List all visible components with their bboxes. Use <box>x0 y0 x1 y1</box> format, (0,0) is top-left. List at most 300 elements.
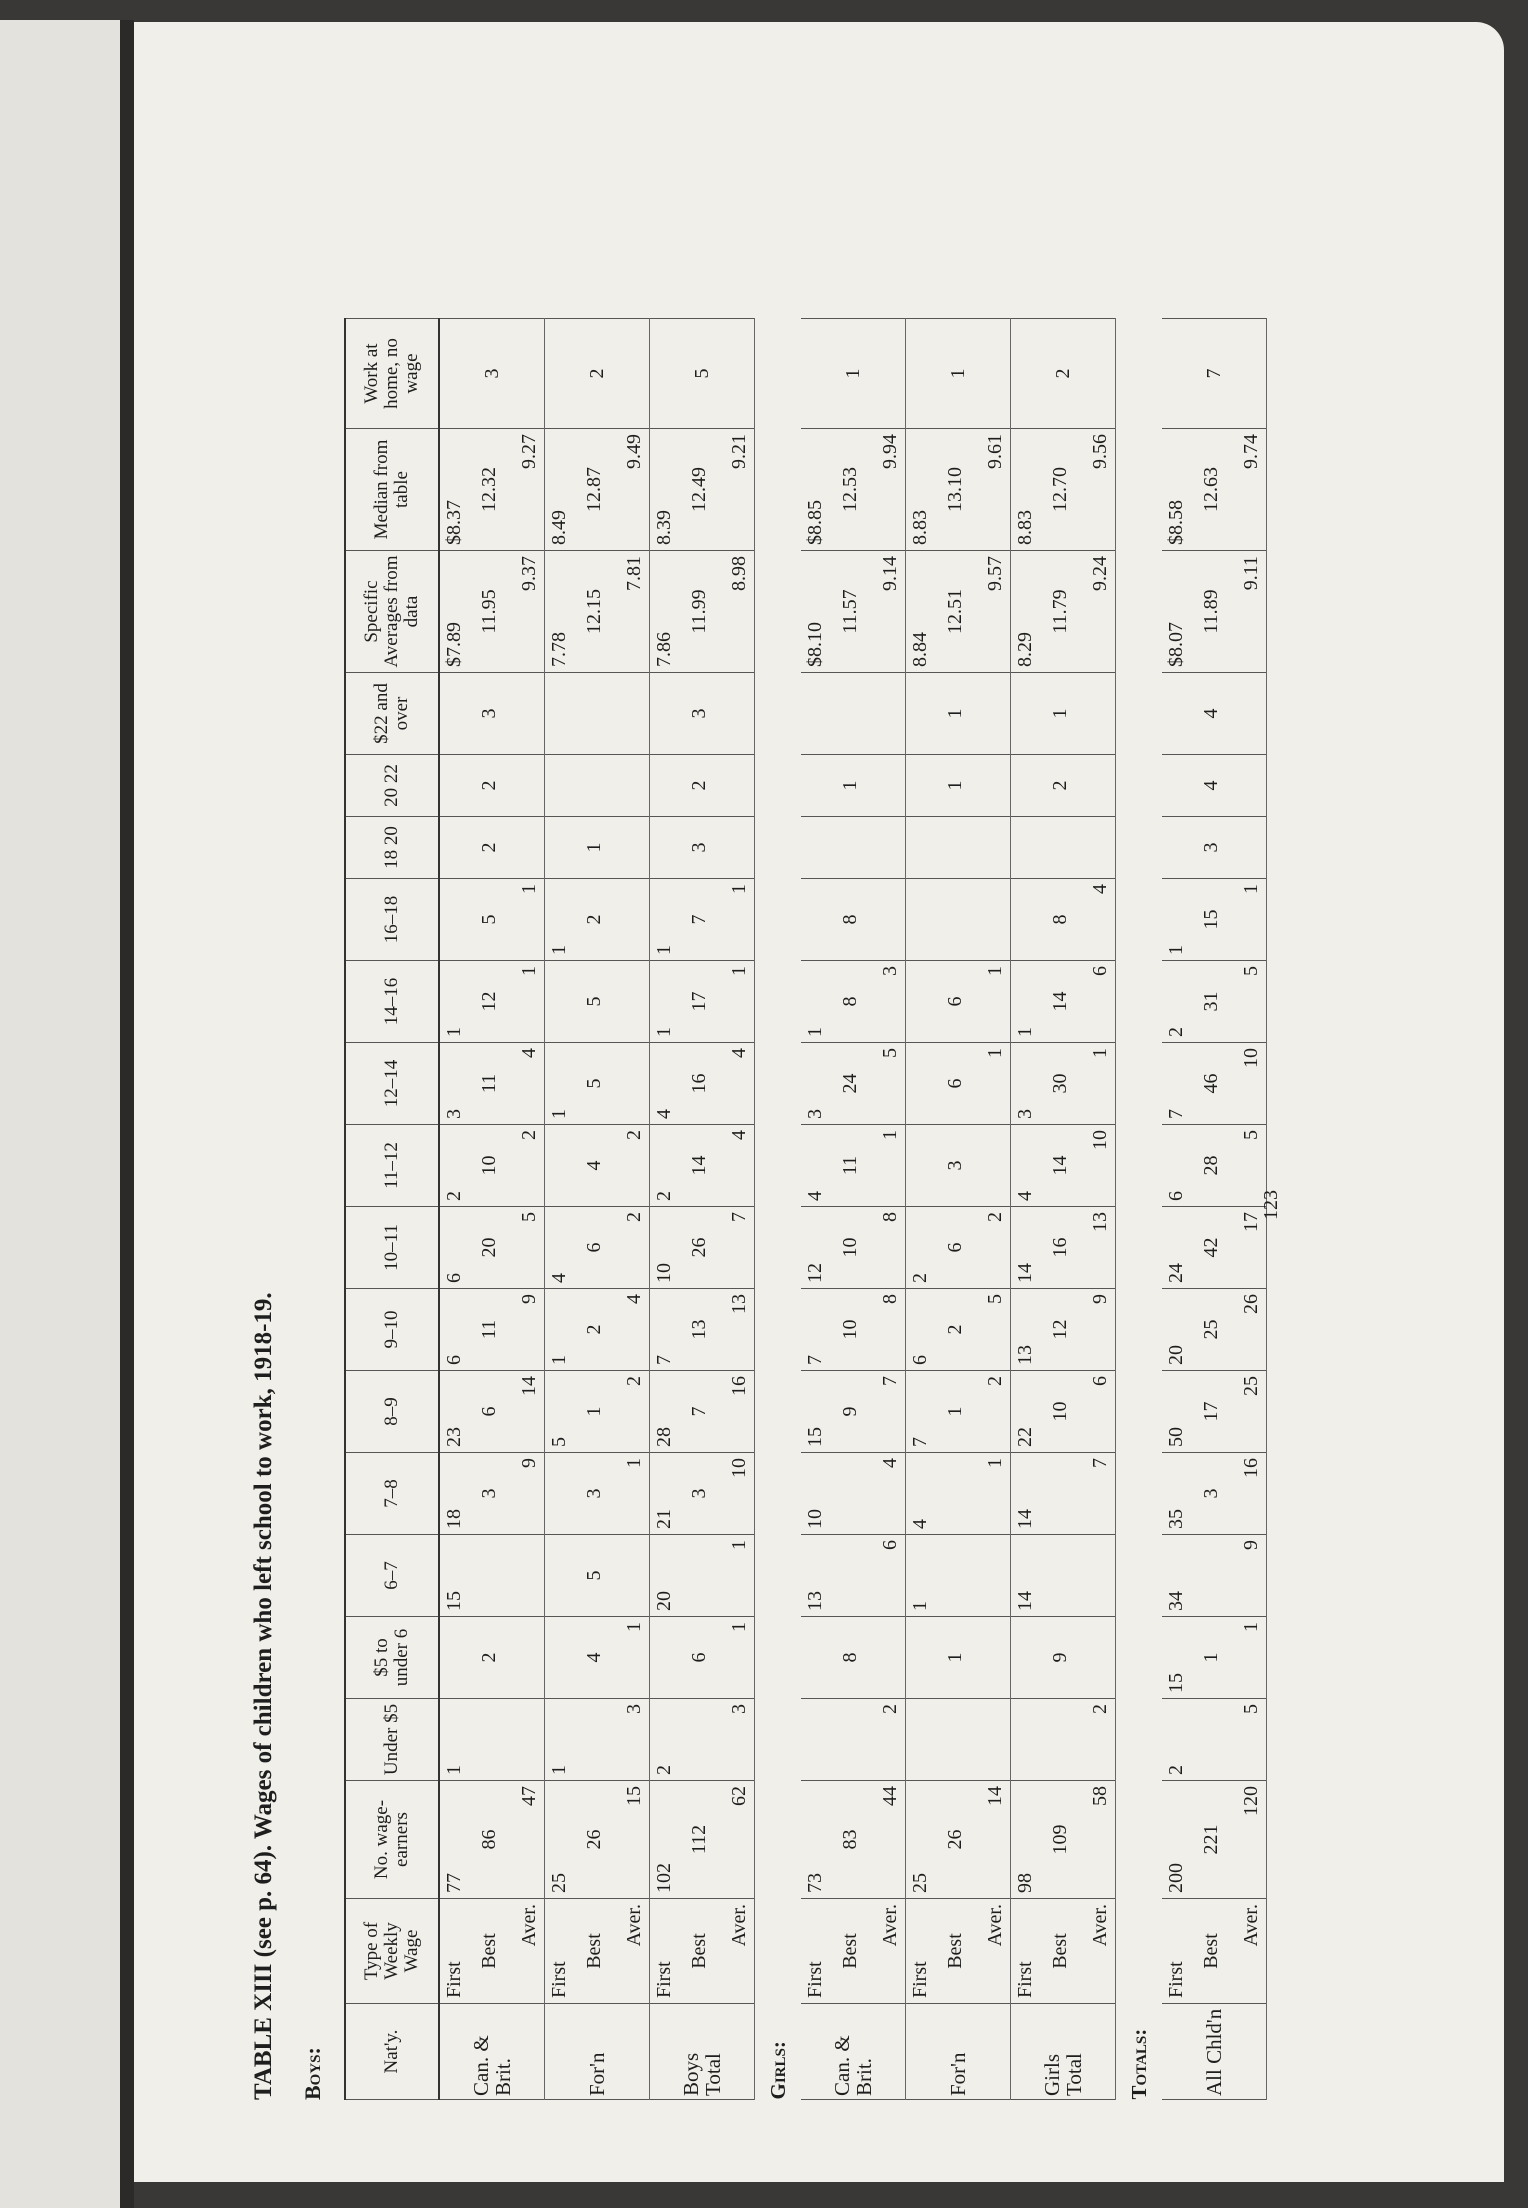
value: 17 <box>1240 1212 1262 1232</box>
value: 16 <box>1049 1237 1071 1258</box>
data-cell <box>439 755 545 817</box>
data-cell <box>439 1125 545 1207</box>
data-cell <box>1011 1453 1116 1535</box>
data-cell <box>650 817 755 879</box>
data-cell <box>1011 817 1116 879</box>
data-cell <box>906 1043 1011 1125</box>
column-header: 10–11 <box>345 1207 439 1289</box>
data-cell <box>439 1535 545 1617</box>
value: 8.98 <box>728 556 750 591</box>
data-cell <box>439 1207 545 1289</box>
data-cell <box>906 1699 1011 1781</box>
value: 3 <box>728 1704 750 1714</box>
table-row <box>439 319 545 2100</box>
value: 13 <box>804 1591 826 1611</box>
column-header: 8–9 <box>345 1371 439 1453</box>
value: 200 <box>1165 1863 1187 1893</box>
column-header: Type of Weekly Wage <box>345 1899 439 2004</box>
value: 1 <box>518 884 540 894</box>
value: 3 <box>879 966 901 976</box>
value: 1 <box>1049 708 1071 719</box>
data-cell <box>545 673 650 755</box>
data-cell <box>545 429 650 551</box>
value: 15 <box>804 1427 826 1447</box>
value: 25 <box>1240 1376 1262 1396</box>
data-cell <box>801 429 906 551</box>
value: 4 <box>728 1130 750 1140</box>
value: 25 <box>1200 1319 1222 1340</box>
wage-type-cell <box>1162 1899 1267 2004</box>
data-cell <box>545 1617 650 1699</box>
value: 4 <box>623 1294 645 1304</box>
wage-type-cell <box>1011 1899 1116 2004</box>
work-at-home-cell: 2 <box>1011 319 1116 429</box>
section-title: Girls: <box>765 2041 790 2100</box>
value: 3 <box>443 1109 465 1119</box>
value: 9.24 <box>1089 556 1111 591</box>
data-cell <box>545 961 650 1043</box>
value: 8 <box>839 996 861 1007</box>
data-cell <box>1011 1125 1116 1207</box>
data-cell <box>439 429 545 551</box>
value: 21 <box>653 1509 675 1529</box>
value: 1 <box>728 966 750 976</box>
data-cell <box>1162 817 1267 879</box>
data-cell <box>650 755 755 817</box>
value: 2 <box>984 1376 1006 1386</box>
value: 1 <box>443 1027 465 1037</box>
data-cell <box>439 1781 545 1899</box>
value: 9.56 <box>1089 434 1111 469</box>
value: 3 <box>1200 842 1222 853</box>
wage-type-label: First <box>1014 1961 1036 1998</box>
data-cell <box>650 429 755 551</box>
data-cell <box>906 1207 1011 1289</box>
data-cell <box>545 1535 650 1617</box>
value: 44 <box>879 1786 901 1806</box>
value: 30 <box>1049 1073 1071 1094</box>
data-cell <box>650 879 755 961</box>
value: 1 <box>548 1765 570 1775</box>
value: 120 <box>1240 1786 1262 1816</box>
value: 15 <box>1200 909 1222 930</box>
value: 11 <box>839 1155 861 1176</box>
value: 14 <box>1049 1155 1071 1176</box>
value: 1 <box>623 1622 645 1632</box>
value: 6 <box>1165 1191 1187 1201</box>
value: 4 <box>804 1191 826 1201</box>
wage-type-label: Best <box>839 1933 861 1969</box>
value: 73 <box>804 1873 826 1893</box>
data-cell <box>906 551 1011 673</box>
value: 12 <box>804 1263 826 1283</box>
wage-type-label: Aver. <box>879 1904 901 1947</box>
value: 12 <box>478 991 500 1012</box>
value: 58 <box>1089 1786 1111 1806</box>
column-header: $5 to under 6 <box>345 1617 439 1699</box>
work-at-home-cell: 1 <box>906 319 1011 429</box>
value: 7.81 <box>623 556 645 591</box>
wages-table <box>344 318 1267 2100</box>
value: 10 <box>1089 1130 1111 1150</box>
value: 2 <box>623 1130 645 1140</box>
data-cell <box>439 879 545 961</box>
column-header: 9–10 <box>345 1289 439 1371</box>
value: 5 <box>583 1570 605 1581</box>
value: 24 <box>1165 1263 1187 1283</box>
header-row <box>345 319 439 2100</box>
value: 25 <box>548 1873 570 1893</box>
value: 4 <box>1200 708 1222 719</box>
value: 12.49 <box>688 467 710 512</box>
value: 1 <box>984 1458 1006 1468</box>
value: 15 <box>1165 1673 1187 1693</box>
data-cell <box>1162 879 1267 961</box>
wage-type-label: First <box>653 1961 675 1998</box>
value: 6 <box>443 1273 465 1283</box>
value: 1 <box>548 945 570 955</box>
value: 5 <box>879 1048 901 1058</box>
value: 9.61 <box>984 434 1006 469</box>
value: 14 <box>1014 1591 1036 1611</box>
data-cell <box>1011 1371 1116 1453</box>
nationality-cell: Girls Total <box>1011 2004 1116 2100</box>
value: 2 <box>944 1324 966 1335</box>
value: 14 <box>1014 1263 1036 1283</box>
table-body <box>439 319 1267 2100</box>
data-cell <box>439 1289 545 1371</box>
table-row <box>1162 319 1267 2100</box>
data-cell <box>1162 1125 1267 1207</box>
column-header: No. wage-earners <box>345 1781 439 1899</box>
value: 2 <box>688 780 710 791</box>
value: 6 <box>944 996 966 1007</box>
value: 4 <box>518 1048 540 1058</box>
value: 8.83 <box>1014 510 1036 545</box>
wage-type-cell <box>545 1899 650 2004</box>
data-cell <box>1162 1535 1267 1617</box>
column-header: Nat'y. <box>345 2004 439 2100</box>
value: 1 <box>623 1458 645 1468</box>
value: 2 <box>1165 1765 1187 1775</box>
data-cell <box>1162 1289 1267 1371</box>
data-cell <box>545 817 650 879</box>
value: 1 <box>984 1048 1006 1058</box>
wage-type-label: First <box>548 1961 570 1998</box>
wage-type-cell <box>801 1899 906 2004</box>
wage-type-label: Aver. <box>728 1904 750 1947</box>
value: 1 <box>1014 1027 1036 1037</box>
data-cell <box>906 879 1011 961</box>
table-caption: TABLE XIII (see p. 64). Wages of children who left school to work, 1918-19. <box>250 1292 277 2100</box>
column-header: 7–8 <box>345 1453 439 1535</box>
data-cell <box>545 551 650 673</box>
data-cell <box>1162 1043 1267 1125</box>
value: 5 <box>984 1294 1006 1304</box>
value: 9 <box>839 1406 861 1417</box>
value: 13.10 <box>944 467 966 512</box>
data-cell <box>1011 961 1116 1043</box>
column-header: Work at home, no wage <box>345 319 439 429</box>
data-cell <box>801 817 906 879</box>
nationality-cell: Boys Total <box>650 2004 755 2100</box>
data-cell <box>801 1781 906 1899</box>
value: 5 <box>1240 966 1262 976</box>
value: 83 <box>839 1829 861 1850</box>
value: 13 <box>728 1294 750 1314</box>
page-number: 123 <box>1260 1190 1282 1220</box>
wage-type-label: Aver. <box>1089 1904 1111 1947</box>
data-cell <box>650 1289 755 1371</box>
value: 4 <box>909 1519 931 1529</box>
column-header: 18 20 <box>345 817 439 879</box>
value: 35 <box>1165 1509 1187 1529</box>
data-cell <box>1011 1617 1116 1699</box>
value: 7.86 <box>653 632 675 667</box>
value: 6 <box>443 1355 465 1365</box>
value: 1 <box>518 966 540 976</box>
data-cell <box>801 1289 906 1371</box>
data-cell <box>1011 1289 1116 1371</box>
value: 3 <box>478 1488 500 1499</box>
column-header: 12–14 <box>345 1043 439 1125</box>
value: 11.99 <box>688 589 710 634</box>
value: 12.15 <box>583 589 605 634</box>
value: 18 <box>443 1509 465 1529</box>
value: 98 <box>1014 1873 1036 1893</box>
value: 28 <box>1200 1155 1222 1176</box>
value: 14 <box>984 1786 1006 1806</box>
value: 8.84 <box>909 632 931 667</box>
value: 26 <box>688 1237 710 1258</box>
value: 2 <box>518 1130 540 1140</box>
value: 4 <box>1200 780 1222 791</box>
value: 6 <box>944 1242 966 1253</box>
wage-type-label: Aver. <box>984 1904 1006 1947</box>
value: 1 <box>984 966 1006 976</box>
nationality-cell: For'n <box>906 2004 1011 2100</box>
data-cell <box>439 1453 545 1535</box>
value: 3 <box>688 1488 710 1499</box>
data-cell <box>801 1043 906 1125</box>
value: 1 <box>728 884 750 894</box>
value: 24 <box>839 1073 861 1094</box>
table-row <box>1011 319 1116 2100</box>
data-cell <box>545 1289 650 1371</box>
data-cell <box>801 755 906 817</box>
value: 13 <box>688 1319 710 1340</box>
wage-type-label: Aver. <box>518 1904 540 1947</box>
data-cell <box>650 1453 755 1535</box>
value: 8 <box>1049 914 1071 925</box>
value: 1 <box>944 1652 966 1663</box>
value: 6 <box>688 1652 710 1663</box>
value: 7 <box>688 1406 710 1417</box>
data-cell <box>439 817 545 879</box>
value: 22 <box>1014 1427 1036 1447</box>
value: 1 <box>944 780 966 791</box>
value: 9.37 <box>518 556 540 591</box>
value: 3 <box>1014 1109 1036 1119</box>
value: 26 <box>583 1829 605 1850</box>
data-cell <box>1162 673 1267 755</box>
value: 28 <box>653 1427 675 1447</box>
value: 4 <box>548 1273 570 1283</box>
value: 6 <box>1089 1376 1111 1386</box>
value: 1 <box>944 708 966 719</box>
work-at-home-cell: 2 <box>545 319 650 429</box>
value: 9.49 <box>623 434 645 469</box>
value: 34 <box>1165 1591 1187 1611</box>
wage-type-label: Best <box>478 1933 500 1969</box>
value: 8 <box>879 1294 901 1304</box>
value: 6 <box>1089 966 1111 976</box>
value: 2 <box>653 1765 675 1775</box>
wage-type-label: First <box>804 1961 826 1998</box>
column-header: 20 22 <box>345 755 439 817</box>
value: 20 <box>1165 1345 1187 1365</box>
column-header: 6–7 <box>345 1535 439 1617</box>
value: 17 <box>688 991 710 1012</box>
value: 3 <box>688 842 710 853</box>
value: 14 <box>1014 1509 1036 1529</box>
data-cell <box>650 1043 755 1125</box>
value: 4 <box>1089 884 1111 894</box>
value: 6 <box>944 1078 966 1089</box>
value: 8.49 <box>548 510 570 545</box>
value: 3 <box>688 708 710 719</box>
value: 12.63 <box>1200 467 1222 512</box>
data-cell <box>650 1699 755 1781</box>
value: 26 <box>1240 1294 1262 1314</box>
value: 10 <box>1240 1048 1262 1068</box>
value: 1 <box>1240 884 1262 894</box>
value: 5 <box>478 914 500 925</box>
data-cell <box>906 1781 1011 1899</box>
data-cell <box>650 961 755 1043</box>
value: 15 <box>623 1786 645 1806</box>
data-cell <box>545 1781 650 1899</box>
data-cell <box>1162 1781 1267 1899</box>
data-cell <box>906 1371 1011 1453</box>
data-cell <box>545 755 650 817</box>
value: 7.78 <box>548 632 570 667</box>
value: 2 <box>1089 1704 1111 1714</box>
column-header: Under $5 <box>345 1699 439 1781</box>
value: 5 <box>1240 1130 1262 1140</box>
value: 7 <box>653 1355 675 1365</box>
value: 10 <box>1049 1401 1071 1422</box>
data-cell <box>545 1371 650 1453</box>
value: 2 <box>478 842 500 853</box>
work-at-home-cell: 5 <box>650 319 755 429</box>
value: 1 <box>944 1406 966 1417</box>
data-cell <box>801 1699 906 1781</box>
value: 10 <box>839 1319 861 1340</box>
section-title-boys-top: Boys: <box>300 2047 325 2100</box>
value: 12 <box>1049 1319 1071 1340</box>
table-row <box>650 319 755 2100</box>
value: 8.83 <box>909 510 931 545</box>
value: 9 <box>518 1458 540 1468</box>
value: 11.89 <box>1200 589 1222 634</box>
nationality-cell: All Chld'n <box>1162 2004 1267 2100</box>
data-cell <box>801 551 906 673</box>
data-cell <box>1011 1535 1116 1617</box>
value: 1 <box>1089 1048 1111 1058</box>
value: 12.51 <box>944 589 966 634</box>
data-cell <box>650 551 755 673</box>
value: 9 <box>1049 1652 1071 1663</box>
value: 10 <box>653 1263 675 1283</box>
value: 62 <box>728 1786 750 1806</box>
value: 14 <box>688 1155 710 1176</box>
wage-type-label: First <box>1165 1961 1187 1998</box>
value: 20 <box>653 1591 675 1611</box>
value: 26 <box>944 1829 966 1850</box>
column-header: 14–16 <box>345 961 439 1043</box>
value: 3 <box>944 1160 966 1171</box>
value: 11.79 <box>1049 589 1071 634</box>
value: $8.07 <box>1165 622 1187 667</box>
value: 14 <box>518 1376 540 1396</box>
value: 77 <box>443 1873 465 1893</box>
data-cell <box>801 1207 906 1289</box>
rotated-page-content <box>250 160 1280 2100</box>
data-cell <box>1162 1207 1267 1289</box>
value: 1 <box>653 945 675 955</box>
value: 9.57 <box>984 556 1006 591</box>
value: 2 <box>583 1324 605 1335</box>
data-cell <box>906 429 1011 551</box>
value: 2 <box>443 1191 465 1201</box>
value: 8.29 <box>1014 632 1036 667</box>
data-cell <box>801 1617 906 1699</box>
value: 2 <box>1165 1027 1187 1037</box>
value: 1 <box>443 1765 465 1775</box>
value: 9.11 <box>1240 556 1262 591</box>
value: 14 <box>1049 991 1071 1012</box>
data-cell <box>1011 1781 1116 1899</box>
value: 5 <box>548 1437 570 1447</box>
data-cell <box>801 1453 906 1535</box>
value: 5 <box>583 996 605 1007</box>
value: 2 <box>478 780 500 791</box>
wage-type-label: Aver. <box>623 1904 645 1947</box>
column-header: Specific Averages from data <box>345 551 439 673</box>
value: 16 <box>1240 1458 1262 1478</box>
value: 25 <box>909 1873 931 1893</box>
value: 9.74 <box>1240 434 1262 469</box>
column-header: 16–18 <box>345 879 439 961</box>
data-cell <box>906 817 1011 879</box>
value: 42 <box>1200 1237 1222 1258</box>
value: $8.58 <box>1165 500 1187 545</box>
table-row <box>545 319 650 2100</box>
data-cell <box>439 1043 545 1125</box>
value: 46 <box>1200 1073 1222 1094</box>
data-cell <box>545 1699 650 1781</box>
data-cell <box>906 1289 1011 1371</box>
value: 1 <box>909 1601 931 1611</box>
value: 112 <box>688 1824 710 1855</box>
column-header: 11–12 <box>345 1125 439 1207</box>
value: 17 <box>1200 1401 1222 1422</box>
column-header: $22 and over <box>345 673 439 755</box>
data-cell <box>1162 961 1267 1043</box>
value: 2 <box>1049 780 1071 791</box>
wage-type-label: Best <box>1200 1933 1222 1969</box>
